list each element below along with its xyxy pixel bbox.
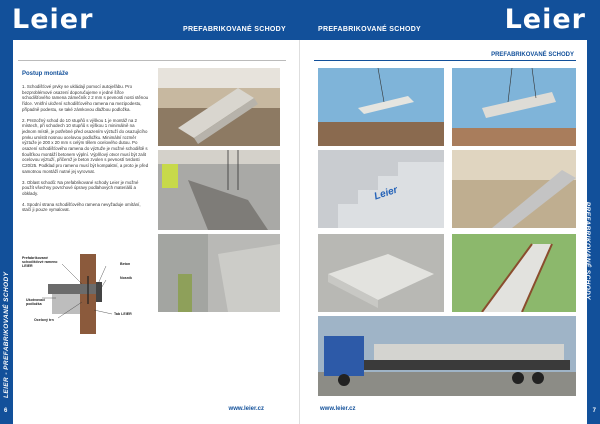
photo-stairs-installed — [158, 68, 280, 146]
photo-logo-text: Leier — [372, 184, 400, 203]
step-2: 2. Prstrožný schod do 10 stupňů s výškou 1 je montáž na 2 místech, při schodech 10 stupňů s výškou 1 minimálně na jednom místě, je potřebné před osazením výztuží do osazujícího prvku umístit nosnou ocelovou podložku. Minimální rozměr výztuže je 200 x 20 mm s celým tělem ocelového dutou. Po osazení schodišťového ramena do výztuže je možné schodiště s tloušťkou montáží betonem výplní. Výplňový otvor musí být zalit ocelovou výztuží, přičemž je beton zvolen s pevností tvrdosti C20/25. Podklad pro rameno musí být kompaktní, a proto je před samotnou montáží nutné jej vyrovnat. — [22, 117, 149, 174]
brand-logo: Leier — [12, 4, 94, 35]
photo-worker-crane — [158, 150, 280, 230]
side-text: LEIER - PREFABRIKOVANÉ SCHODY — [3, 271, 10, 398]
section-title: Postup montáže — [22, 71, 69, 77]
photo-stairs-hanging — [452, 68, 576, 146]
page-number: 6 — [4, 408, 8, 414]
footer-url: www.leier.cz — [320, 406, 356, 412]
photo-truck-transport — [318, 316, 576, 396]
photo-stairs-outdoor — [452, 234, 576, 312]
page-number: 7 — [592, 408, 596, 414]
right-page — [300, 0, 600, 424]
photo-stairs-wall — [318, 150, 444, 228]
diagram-label-d: Ukotvovací podložka — [26, 298, 46, 306]
diagram-label-c: Nosník — [120, 276, 132, 280]
step-1: 1. Schodišťové prvky se ukládají pomocí autojeřábu. Pro bezproblémové osazení doporučujeme v jedné šířce schodišťového ramena zámečník z 2 mm s pevnosti nosti stěnou řídce. Vnitřní uložení schodišťového ramena na mezipodestu, případně podestu, se také zámkovou dlažbou podložka. — [22, 84, 149, 112]
header-title: PREFABRIKOVANÉ SCHODY — [318, 26, 422, 33]
photo-stair-placement — [158, 234, 280, 312]
top-rule — [314, 60, 576, 61]
photo-stairs-storage — [318, 234, 444, 312]
step-4: 4. Spodní strana schodišťového ramena nevyžaduje omítání, stačí ji pouze vymalovat. — [22, 201, 141, 213]
header-title: PREFABRIKOVANÉ SCHODY — [182, 26, 286, 33]
footer-url: www.leier.cz — [228, 406, 264, 412]
mounting-diagram — [22, 254, 142, 334]
top-rule — [18, 60, 286, 61]
diagram-label-a: Prefabrikované schodišťové rameno LEIER — [22, 256, 58, 268]
top-title: PREFABRIKOVANÉ SCHODY — [491, 52, 574, 58]
photo-stairs-building — [452, 150, 576, 228]
step-3: 3. Oblast schodů: Na prefabrikované schody Leier je možné použít všechny povrchové úpravy podlahových materiálů a obklady. — [22, 179, 139, 196]
instructions-text — [22, 84, 150, 218]
diagram-label-b: Beton — [120, 262, 131, 266]
brand-logo: Leier — [504, 4, 586, 35]
diagram-label-e: Ocelový trn — [34, 318, 54, 322]
photo-crane-lift — [318, 68, 444, 146]
side-text: PREFABRIKOVANÉ SCHODY — [584, 201, 591, 300]
diagram-label-f: Tab LEIER — [114, 312, 132, 316]
